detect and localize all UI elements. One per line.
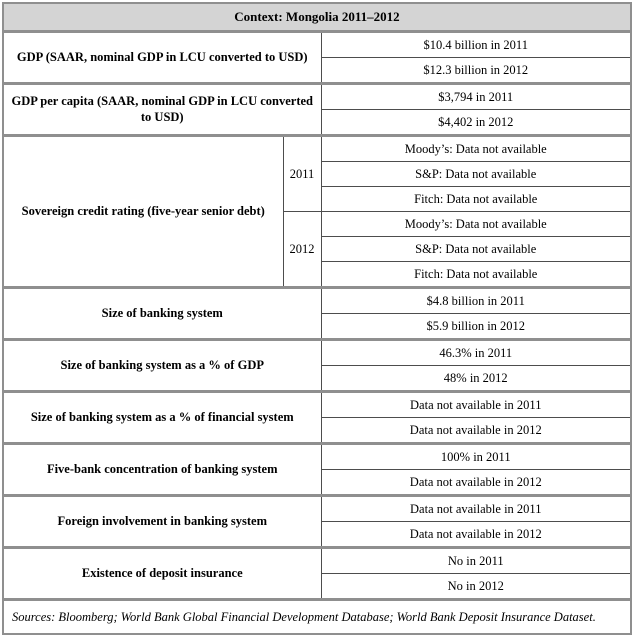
- value-cell: S&P: Data not available: [321, 237, 631, 262]
- table-row: [3, 84, 631, 110]
- row-label-gdp-per-capita: GDP per capita (SAAR, nominal GDP in LCU converted to USD): [3, 84, 321, 136]
- value-cell: $4,402 in 2012: [321, 110, 631, 136]
- value-cell: $4.8 billion in 2011: [321, 288, 631, 314]
- table-title-row: [3, 3, 631, 32]
- value-cell: $5.9 billion in 2012: [321, 314, 631, 340]
- value-cell: Fitch: Data not available: [321, 262, 631, 288]
- value-cell: Fitch: Data not available: [321, 187, 631, 212]
- value-cell: $12.3 billion in 2012: [321, 58, 631, 84]
- value-cell: $3,794 in 2011: [321, 84, 631, 110]
- row-label-sovereign-rating: Sovereign credit rating (five-year senior debt): [3, 136, 283, 288]
- row-label-banking-pct-finsys: Size of banking system as a % of financial system: [3, 392, 321, 444]
- table-row: [3, 32, 631, 58]
- value-cell: 100% in 2011: [321, 444, 631, 470]
- year-cell-2012: 2012: [283, 212, 321, 288]
- row-label-banking-size: Size of banking system: [3, 288, 321, 340]
- value-cell: No in 2011: [321, 548, 631, 574]
- value-cell: S&P: Data not available: [321, 162, 631, 187]
- table-row: [3, 136, 631, 162]
- value-cell: $10.4 billion in 2011: [321, 32, 631, 58]
- table-title: Context: Mongolia 2011–2012: [3, 3, 631, 32]
- row-label-deposit-insurance: Existence of deposit insurance: [3, 548, 321, 600]
- table-row: [3, 548, 631, 574]
- value-cell: 48% in 2012: [321, 366, 631, 392]
- year-cell-2011: 2011: [283, 136, 321, 212]
- table-row: [3, 496, 631, 522]
- value-cell: No in 2012: [321, 574, 631, 600]
- row-label-banking-pct-gdp: Size of banking system as a % of GDP: [3, 340, 321, 392]
- context-table: [2, 2, 632, 635]
- row-label-five-bank-concentration: Five-bank concentration of banking system: [3, 444, 321, 496]
- value-cell: Data not available in 2012: [321, 470, 631, 496]
- table-row: [3, 288, 631, 314]
- value-cell: Moody’s: Data not available: [321, 212, 631, 237]
- row-label-foreign-involvement: Foreign involvement in banking system: [3, 496, 321, 548]
- sources-note: Sources: Bloomberg; World Bank Global Financial Development Database; World Bank Deposit Insurance Dataset.: [3, 600, 631, 635]
- value-cell: Data not available in 2011: [321, 496, 631, 522]
- value-cell: Data not available in 2012: [321, 522, 631, 548]
- value-cell: Data not available in 2011: [321, 392, 631, 418]
- value-cell: 46.3% in 2011: [321, 340, 631, 366]
- sources-row: [3, 600, 631, 635]
- row-label-gdp: GDP (SAAR, nominal GDP in LCU converted to USD): [3, 32, 321, 84]
- value-cell: Data not available in 2012: [321, 418, 631, 444]
- table-row: [3, 392, 631, 418]
- table-row: [3, 340, 631, 366]
- table-row: [3, 444, 631, 470]
- value-cell: Moody’s: Data not available: [321, 136, 631, 162]
